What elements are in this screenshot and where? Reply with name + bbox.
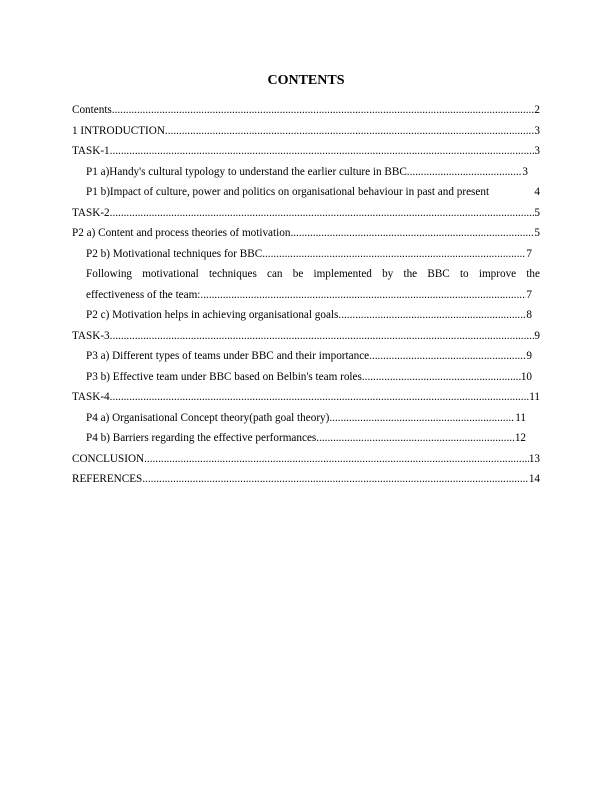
toc-entry-page: 7 xyxy=(526,288,532,301)
toc-leader-dots xyxy=(316,428,515,449)
toc-entry-label: P2 c) Motivation helps in achieving organisational goals xyxy=(86,309,339,321)
toc-entry-p4a[interactable] xyxy=(72,408,526,429)
toc-entry-label: P2 b) Motivational techniques for BBC xyxy=(86,247,263,260)
toc-entry-page: 8 xyxy=(526,309,532,321)
toc-entry-label: P3 b) Effective team under BBC based on Belbin's team roles xyxy=(86,370,362,383)
toc-entry-label: P4 b) Barriers regarding the effective performances xyxy=(86,432,317,444)
toc-leader-dots xyxy=(290,223,534,244)
toc-entry-p3b[interactable] xyxy=(72,367,532,388)
toc-entry-conclusion[interactable] xyxy=(72,449,540,470)
toc-leader-dots xyxy=(110,326,535,347)
toc-entry-label: P2 a) Content and process theories of motivation xyxy=(72,227,291,239)
toc-entry-label: 1 INTRODUCTION xyxy=(72,124,165,137)
toc-leader-dots xyxy=(338,305,526,326)
toc-entry-page: 14 xyxy=(528,473,540,485)
toc-entry-label: Contents xyxy=(72,104,112,116)
toc-entry-p4b[interactable] xyxy=(72,428,526,449)
toc-entry-label: TASK-3 xyxy=(72,329,110,342)
toc-leader-dots xyxy=(110,203,535,224)
toc-entry-page: 3 xyxy=(534,145,540,157)
table-of-contents xyxy=(72,100,540,490)
toc-entry-label: P3 a) Different types of teams under BBC and their importance xyxy=(86,350,370,362)
toc-entry-label: REFERENCES xyxy=(72,473,143,485)
toc-leader-dots xyxy=(110,387,530,408)
toc-entry-page: 3 xyxy=(522,165,528,178)
toc-entry-label: P4 a) Organisational Concept theory(path goal theory) xyxy=(86,411,330,424)
toc-entry-introduction[interactable] xyxy=(72,121,540,142)
toc-entry-page: 5 xyxy=(534,206,540,219)
toc-entry-label: TASK-4 xyxy=(72,391,110,403)
toc-entry-references[interactable] xyxy=(72,469,540,490)
toc-entry-page: 13 xyxy=(528,452,540,465)
toc-entry-task-1[interactable] xyxy=(72,141,540,162)
toc-leader-dots xyxy=(142,469,529,490)
toc-entry-page: 5 xyxy=(534,227,540,239)
toc-entry-page: 7 xyxy=(526,247,532,260)
toc-entry-task-3[interactable] xyxy=(72,326,540,347)
toc-entry-p2a[interactable] xyxy=(72,223,540,244)
toc-entry-label: P1 a)Handy's cultural typology to understand the earlier culture in BBC xyxy=(86,165,407,178)
toc-entry-page: 3 xyxy=(534,124,540,137)
toc-leader-dots xyxy=(144,449,529,470)
contents-title: CONTENTS xyxy=(267,73,345,88)
toc-leader-dots xyxy=(165,121,534,142)
toc-leader-dots xyxy=(329,408,515,429)
toc-entry-page: 9 xyxy=(526,350,532,362)
toc-entry-label: TASK-1 xyxy=(72,145,110,157)
toc-entry-page: 9 xyxy=(534,329,540,342)
toc-leader-dots xyxy=(369,346,526,367)
toc-leader-dots xyxy=(262,244,526,265)
toc-entry-label: P1 b)Impact of culture, power and politics on organisational behaviour in past and present xyxy=(86,186,490,198)
toc-entry-p1a[interactable] xyxy=(72,162,528,183)
toc-entry-page: 10 xyxy=(520,370,532,383)
toc-leader-dots xyxy=(362,367,521,388)
toc-entry-contents[interactable] xyxy=(72,100,540,121)
toc-entry-label: effectiveness of the team: xyxy=(86,288,201,301)
toc-entry-task-2[interactable] xyxy=(72,203,540,224)
toc-entry-label: CONCLUSION xyxy=(72,452,145,465)
toc-leader-dots xyxy=(407,162,523,183)
toc-entry-page: 11 xyxy=(515,411,526,424)
toc-entry-p2c[interactable] xyxy=(72,305,532,326)
toc-entry-label: TASK-2 xyxy=(72,206,110,219)
toc-entry-p2b[interactable] xyxy=(72,244,532,265)
toc-leader-dots xyxy=(112,100,535,121)
toc-entry-effectiveness[interactable] xyxy=(72,285,532,306)
toc-leader-dots xyxy=(200,285,526,306)
toc-entry-page: 4 xyxy=(534,186,540,198)
toc-entry-page: 12 xyxy=(514,432,526,444)
toc-leader-dots xyxy=(110,141,535,162)
toc-entry-wrapped-heading-line1[interactable]: Following motivational techniques can be implemented by the BBC to improve the xyxy=(86,268,540,280)
toc-entry-p1b[interactable] xyxy=(72,182,540,203)
toc-entry-p3a[interactable] xyxy=(72,346,532,367)
toc-entry-page: 11 xyxy=(529,391,540,403)
toc-entry-page: 2 xyxy=(534,104,540,116)
toc-entry-task-4[interactable] xyxy=(72,387,540,408)
